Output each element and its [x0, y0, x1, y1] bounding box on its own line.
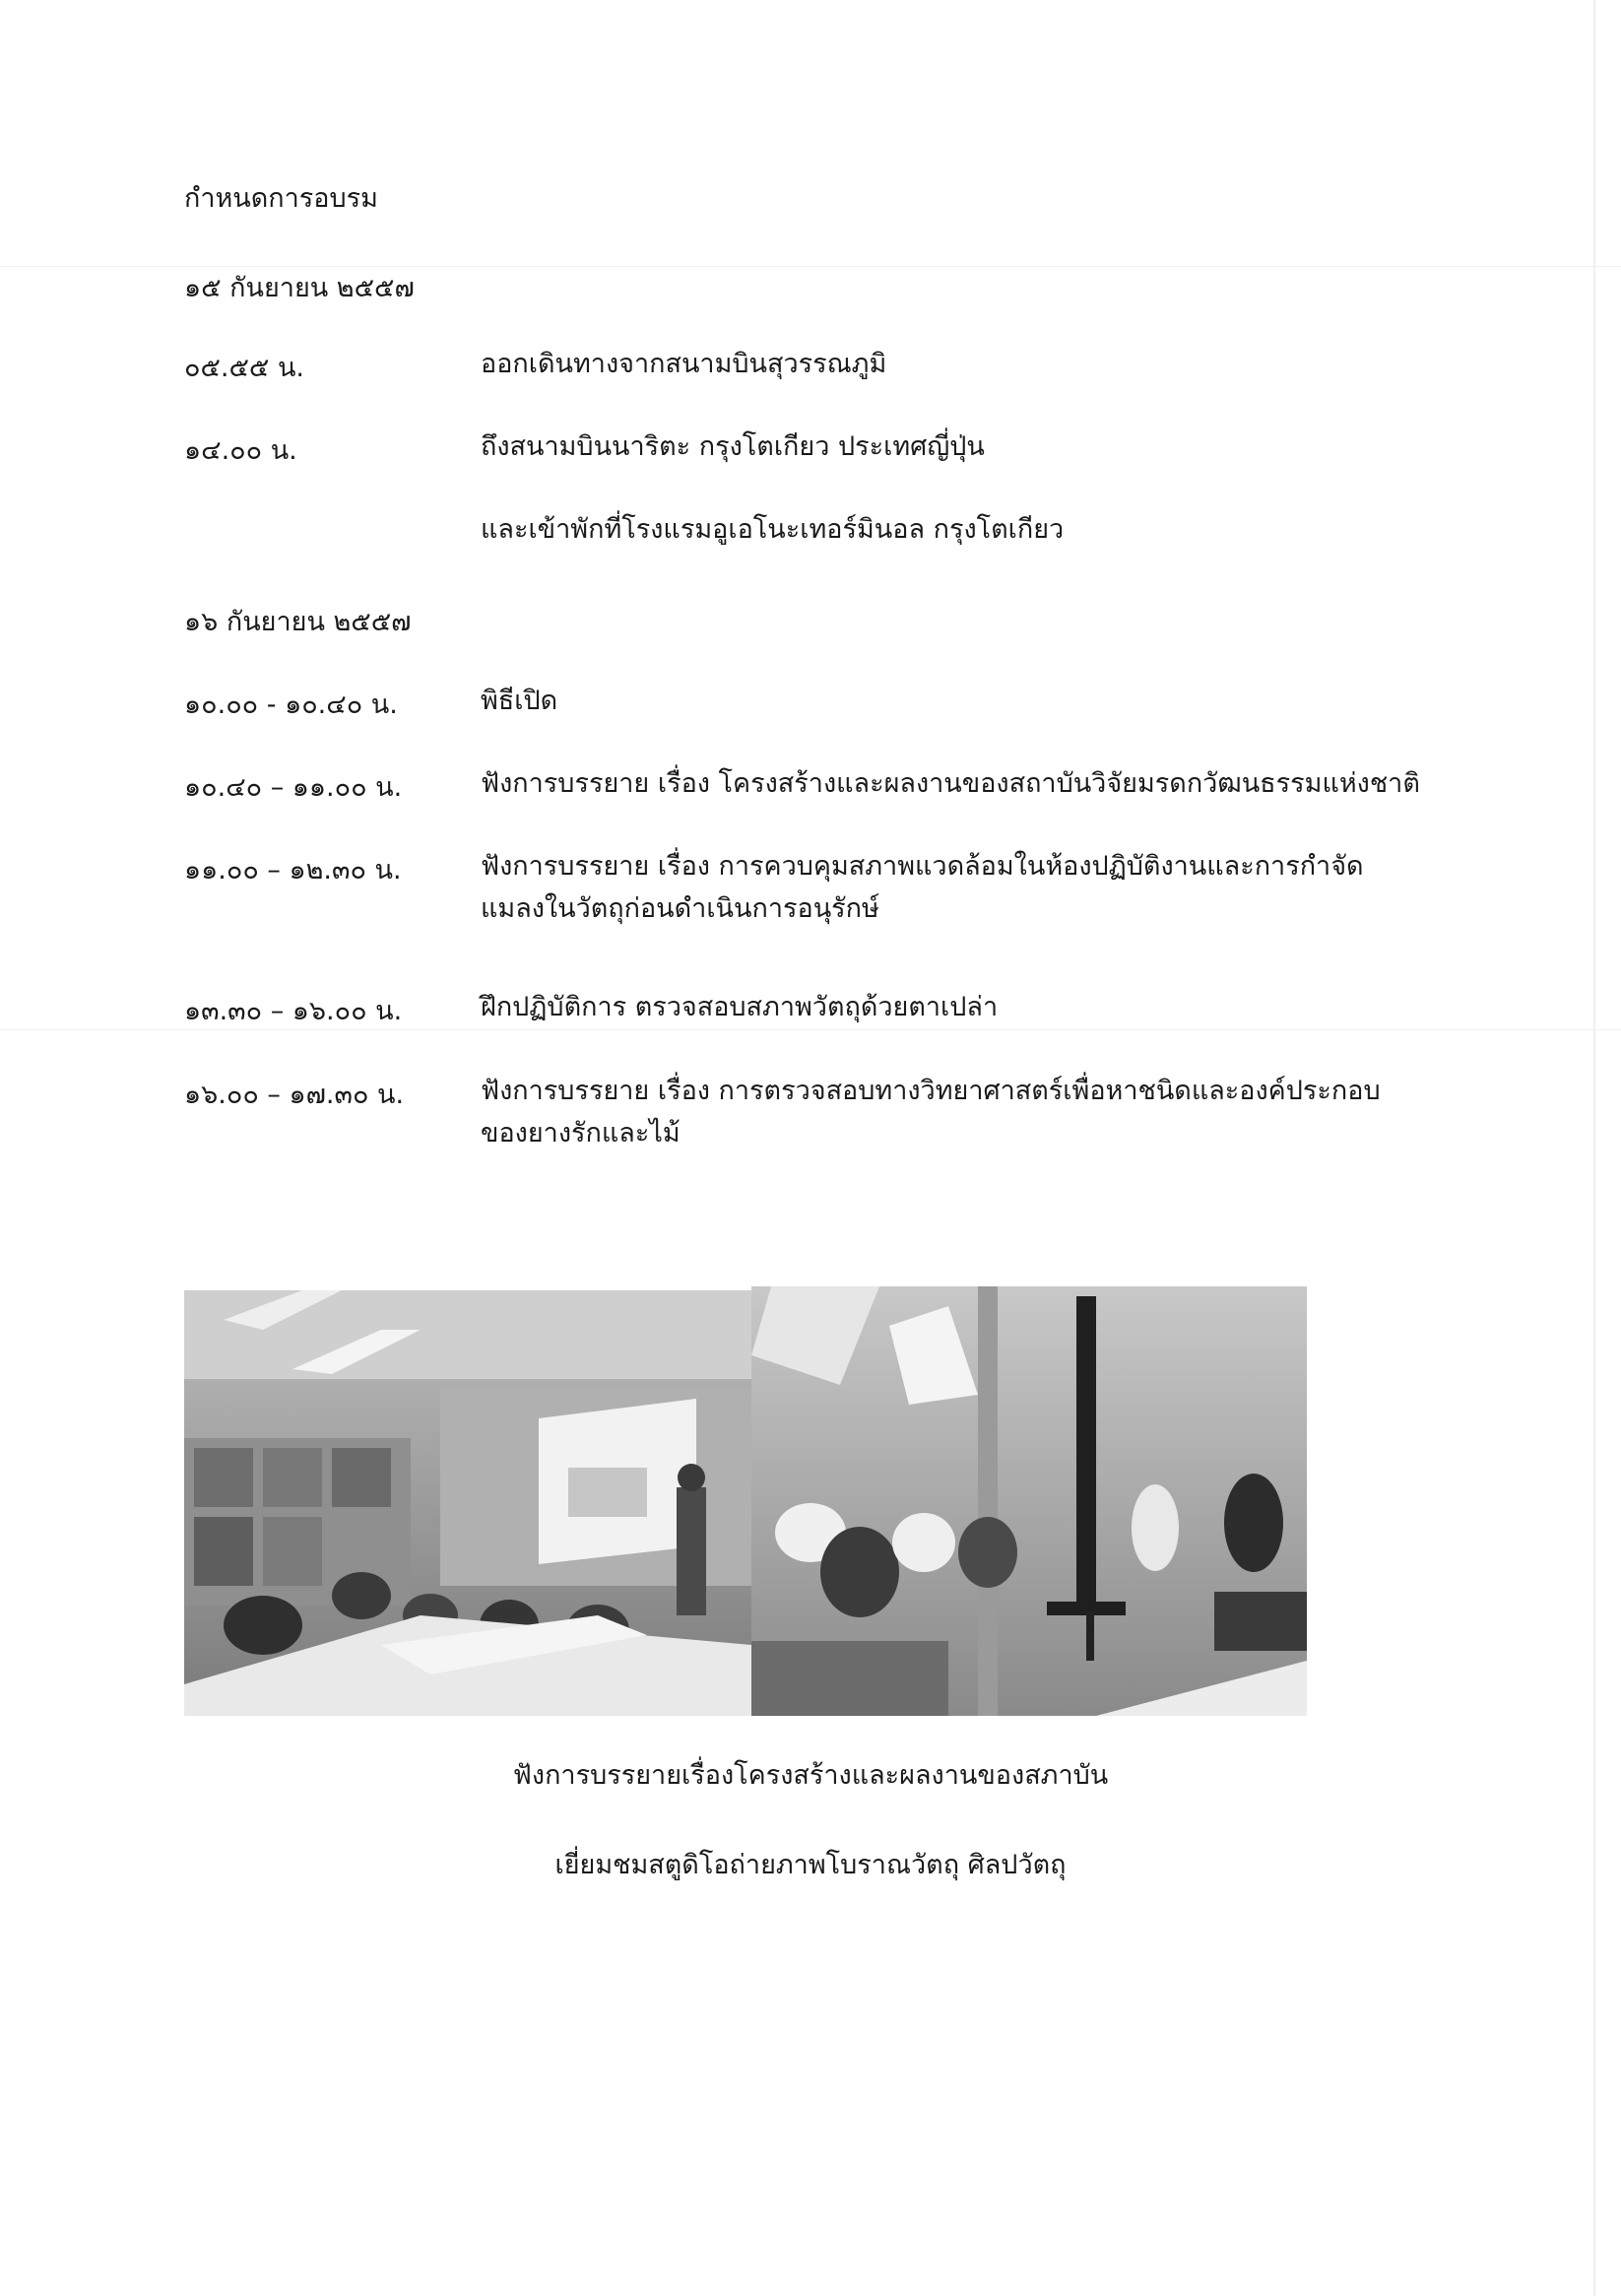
description-line: ฟังการบรรยาย เรื่อง โครงสร้างและผลงานของสถาบันวิจัยมรดกวัฒนธรรมแห่งชาติ: [481, 768, 1420, 799]
schedule-description: [481, 988, 1475, 1027]
description-line: ของยางรักและไม้: [481, 1118, 681, 1148]
schedule-time: ๑๖.๐๐ – ๑๗.๓๐ น.: [184, 1080, 405, 1110]
schedule-description: [481, 345, 1475, 384]
description-line: ฝึกปฏิบัติการ ตรวจสอบสภาพวัตถุด้วยตาเปล่า: [481, 992, 999, 1022]
schedule-description: [481, 682, 1475, 721]
description-line: ฟังการบรรยาย เรื่อง การควบคุมสภาพแวดล้อมในห้องปฏิบัติงานและการกำจัด: [481, 851, 1364, 882]
schedule-time: ๑๐.๔๐ – ๑๑.๐๐ น.: [184, 772, 403, 803]
schedule-time: ๑๑.๐๐ – ๑๒.๓๐ น.: [184, 855, 402, 886]
schedule-time: ๑๔.๐๐ น.: [184, 435, 297, 466]
description-line: และเข้าพักที่โรงแรมอูเอโนะเทอร์มินอล กรุงโตเกียว: [481, 514, 1065, 545]
schedule-description: [481, 427, 1475, 550]
schedule-time: ๑๐.๐๐ - ๑๐.๔๐ น.: [184, 689, 398, 720]
photo-caption-2: เยี่ยมชมสตูดิโอถ่ายภาพโบราณวัตถุ ศิลปวัตถุ: [554, 1850, 1067, 1880]
schedule-heading: กำหนดการอบรม: [184, 183, 378, 214]
studio-photo: [751, 1286, 1307, 1716]
description-line: พิธีเปิด: [481, 686, 558, 716]
description-line: ฟังการบรรยาย เรื่อง การตรวจสอบทางวิทยาศาสตร์เพื่อหาชนิดและองค์ประกอบ: [481, 1076, 1381, 1106]
schedule-time: ๑๓.๓๐ – ๑๖.๐๐ น.: [184, 996, 403, 1026]
schedule-description: [481, 764, 1475, 804]
day-1-date: ๑๕ กันยายน ๒๕๕๗: [184, 273, 415, 303]
description-line: แมลงในวัตถุก่อนดำเนินการอนุรักษ์: [481, 893, 879, 924]
scan-artifact-line: [0, 266, 1621, 267]
day-2-date: ๑๖ กันยายน ๒๕๕๗: [184, 607, 412, 637]
photo-caption-1: ฟังการบรรยายเรื่องโครงสร้างและผลงานของสภาบัน: [512, 1760, 1109, 1791]
description-line: ถึงสนามบินนาริตะ กรุงโตเกียว ประเทศญี่ปุ่น: [481, 431, 985, 462]
description-line: ออกเดินทางจากสนามบินสุวรรณภูมิ: [481, 349, 887, 379]
schedule-time: ๐๕.๕๕ น.: [184, 353, 304, 383]
schedule-description: [481, 1072, 1475, 1153]
lecture-room-photo: [184, 1290, 751, 1716]
scan-edge: [1593, 0, 1595, 2296]
schedule-description: [481, 847, 1475, 929]
